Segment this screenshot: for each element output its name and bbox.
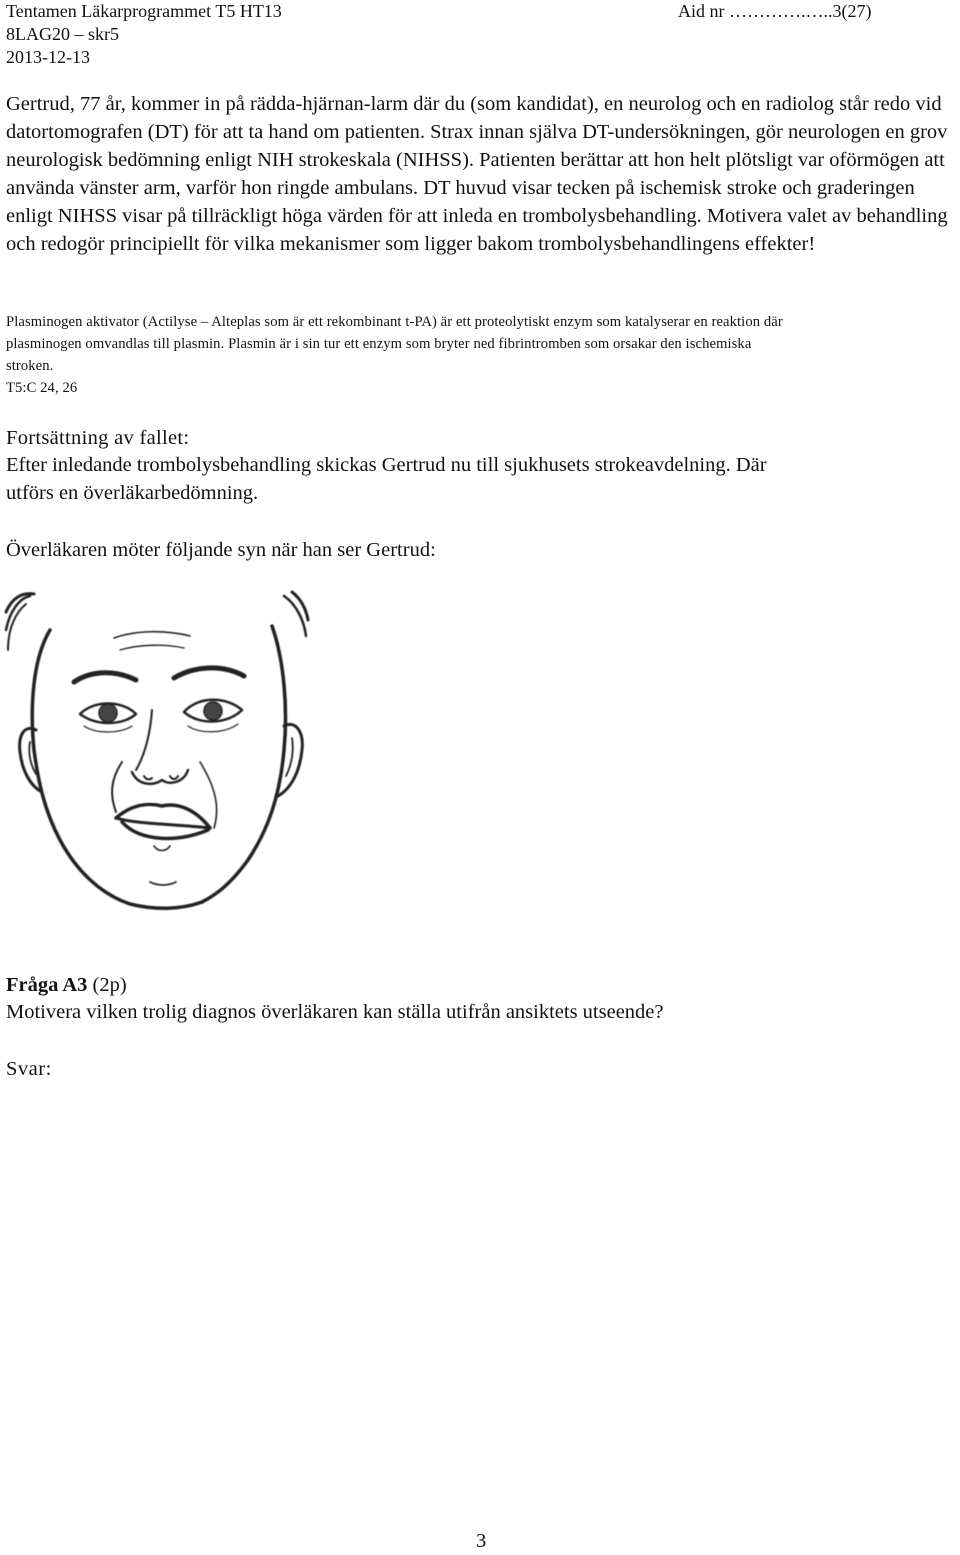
- header-aid-number: Aid nr ………….…..3(27): [678, 1, 872, 21]
- continuation-line-2: utförs en överläkarbedömning.: [6, 482, 259, 504]
- answer-line-2: plasminogen omvandlas till plasmin. Plasmin är i sin tur ett enzym som bryter ned fibrintromben som orsakar den ischemiska: [6, 336, 752, 352]
- question-label: Fråga A3: [6, 974, 88, 996]
- image-caption: Överläkaren möter följande syn när han ser Gertrud:: [6, 539, 436, 561]
- answer-line-1: Plasminogen aktivator (Actilyse – Alteplas som är ett rekombinant t-PA) är ett proteolytiskt enzym som katalyserar en reaktion där: [6, 314, 783, 330]
- case-description: Gertrud, 77 år, kommer in på rädda-hjärnan-larm där du (som kandidat), en neurolog och en radiolog står redo vid datortomografen (DT) för att ta hand om patienten. Strax innan själva DT-undersökningen, gör neurologen en grov neurologisk bedömning enligt NIH strokeskala (NIHSS). Patienten berättar att hon helt plötsligt var oförmögen att använda vänster arm, varför hon ringde ambulans. DT huvud visar tecken på ischemisk stroke och graderingen enligt NIHSS visar på tillräckligt höga värden för att inleda en trombolysbehandling. Motivera valet av behandling och redogör principiellt för vilka mekanismer som ligger bakom trombolysbehandlingens effekter!: [6, 93, 948, 255]
- answer-label: Svar:: [6, 1058, 52, 1080]
- model-answer: [6, 311, 960, 399]
- question-heading: [6, 971, 127, 999]
- question-text: Motivera vilken trolig diagnos överläkaren kan ställa utifrån ansiktets utseende?: [6, 1001, 664, 1023]
- question-points: (2p): [92, 974, 127, 996]
- header-course-title: Tentamen Läkarprogrammet T5 HT13: [6, 1, 282, 21]
- continuation-heading: Fortsättning av fallet:: [6, 427, 190, 449]
- page-number: 3: [476, 1530, 487, 1552]
- answer-line-3: stroken.: [6, 358, 54, 374]
- answer-reference: T5:C 24, 26: [6, 380, 78, 396]
- face-illustration: [4, 590, 310, 912]
- header-course-code: 8LAG20 – skr5: [6, 24, 119, 44]
- header-date: 2013-12-13: [6, 47, 90, 67]
- continuation-line-1: Efter inledande trombolysbehandling skickas Gertrud nu till sjukhusets strokeavdelning. Där: [6, 454, 767, 476]
